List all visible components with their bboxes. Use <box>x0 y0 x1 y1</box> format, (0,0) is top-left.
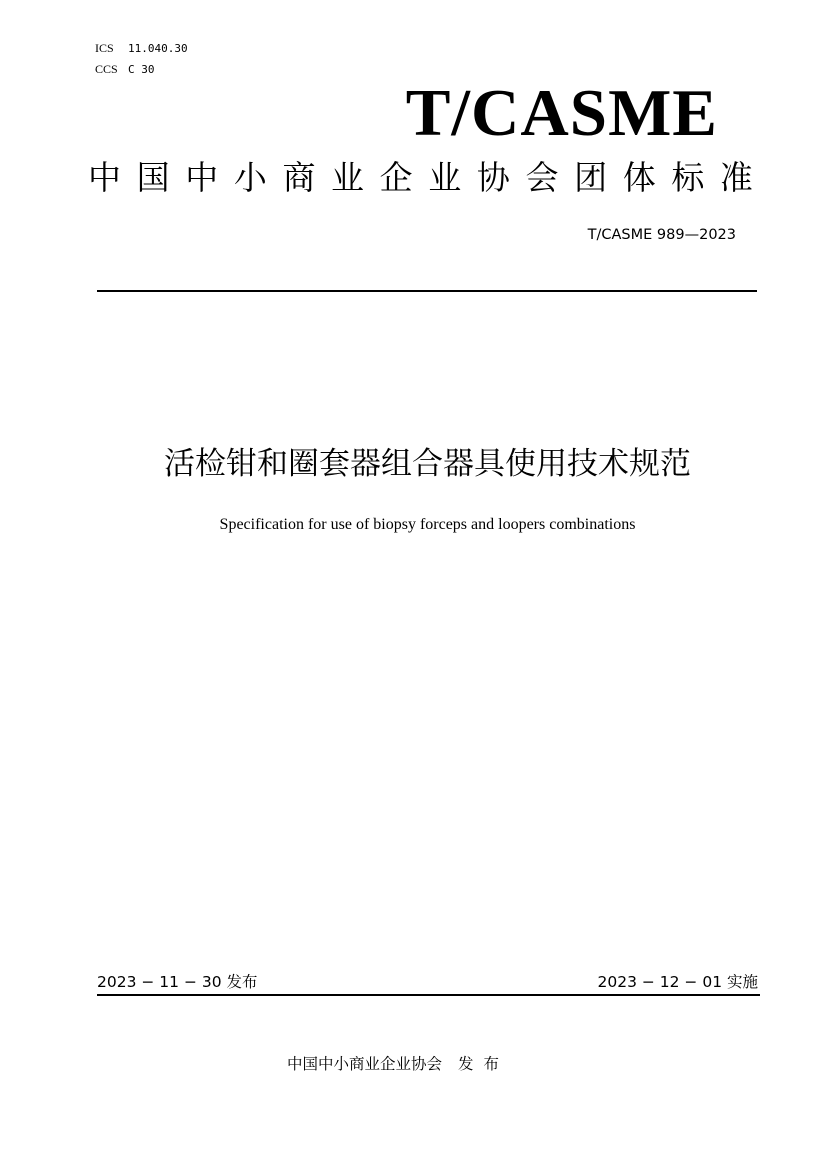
ics-code <box>95 41 188 56</box>
ics-value: 11.040.30 <box>128 42 188 55</box>
header-divider <box>97 290 757 292</box>
standard-type-char: 协 <box>476 158 510 197</box>
standard-type-char: 中 <box>88 158 121 197</box>
standard-type-char: 小 <box>233 158 267 197</box>
standard-number: T/CASME 989—2023 <box>587 227 736 243</box>
publisher-verb: 发布 <box>458 1055 510 1073</box>
standard-type-char: 体 <box>622 158 656 197</box>
ccs-code <box>95 62 155 77</box>
standard-type-char: 企 <box>379 158 413 197</box>
footer-divider <box>97 994 760 996</box>
standard-type-char: 准 <box>719 158 753 197</box>
ics-label: ICS <box>95 41 114 55</box>
publisher-name: 中国中小商业企业协会 <box>287 1055 443 1073</box>
document-title-chinese: 活检钳和圈套器组合器具使用技术规范 <box>164 446 691 482</box>
implementation-date: 2023 − 12 − 01 实施 <box>597 973 758 991</box>
standard-type-char: 会 <box>525 158 559 197</box>
document-title-english: Specification for use of biopsy forceps and loopers combinations <box>219 516 636 533</box>
standard-type-char: 国 <box>136 158 170 197</box>
publisher-line <box>287 1054 509 1074</box>
standard-type-char: 业 <box>428 158 462 197</box>
org-logo-text: T/CASME <box>405 76 718 150</box>
standard-type-heading <box>88 157 753 199</box>
ccs-value: C 30 <box>128 63 155 76</box>
standard-type-char: 中 <box>185 158 219 197</box>
standard-type-char: 团 <box>574 158 608 197</box>
issue-date: 2023 − 11 − 30 发布 <box>97 973 258 991</box>
ccs-label: CCS <box>95 62 118 76</box>
standard-type-char: 标 <box>671 158 705 197</box>
standard-type-char: 业 <box>331 158 365 197</box>
standard-type-char: 商 <box>282 158 316 197</box>
